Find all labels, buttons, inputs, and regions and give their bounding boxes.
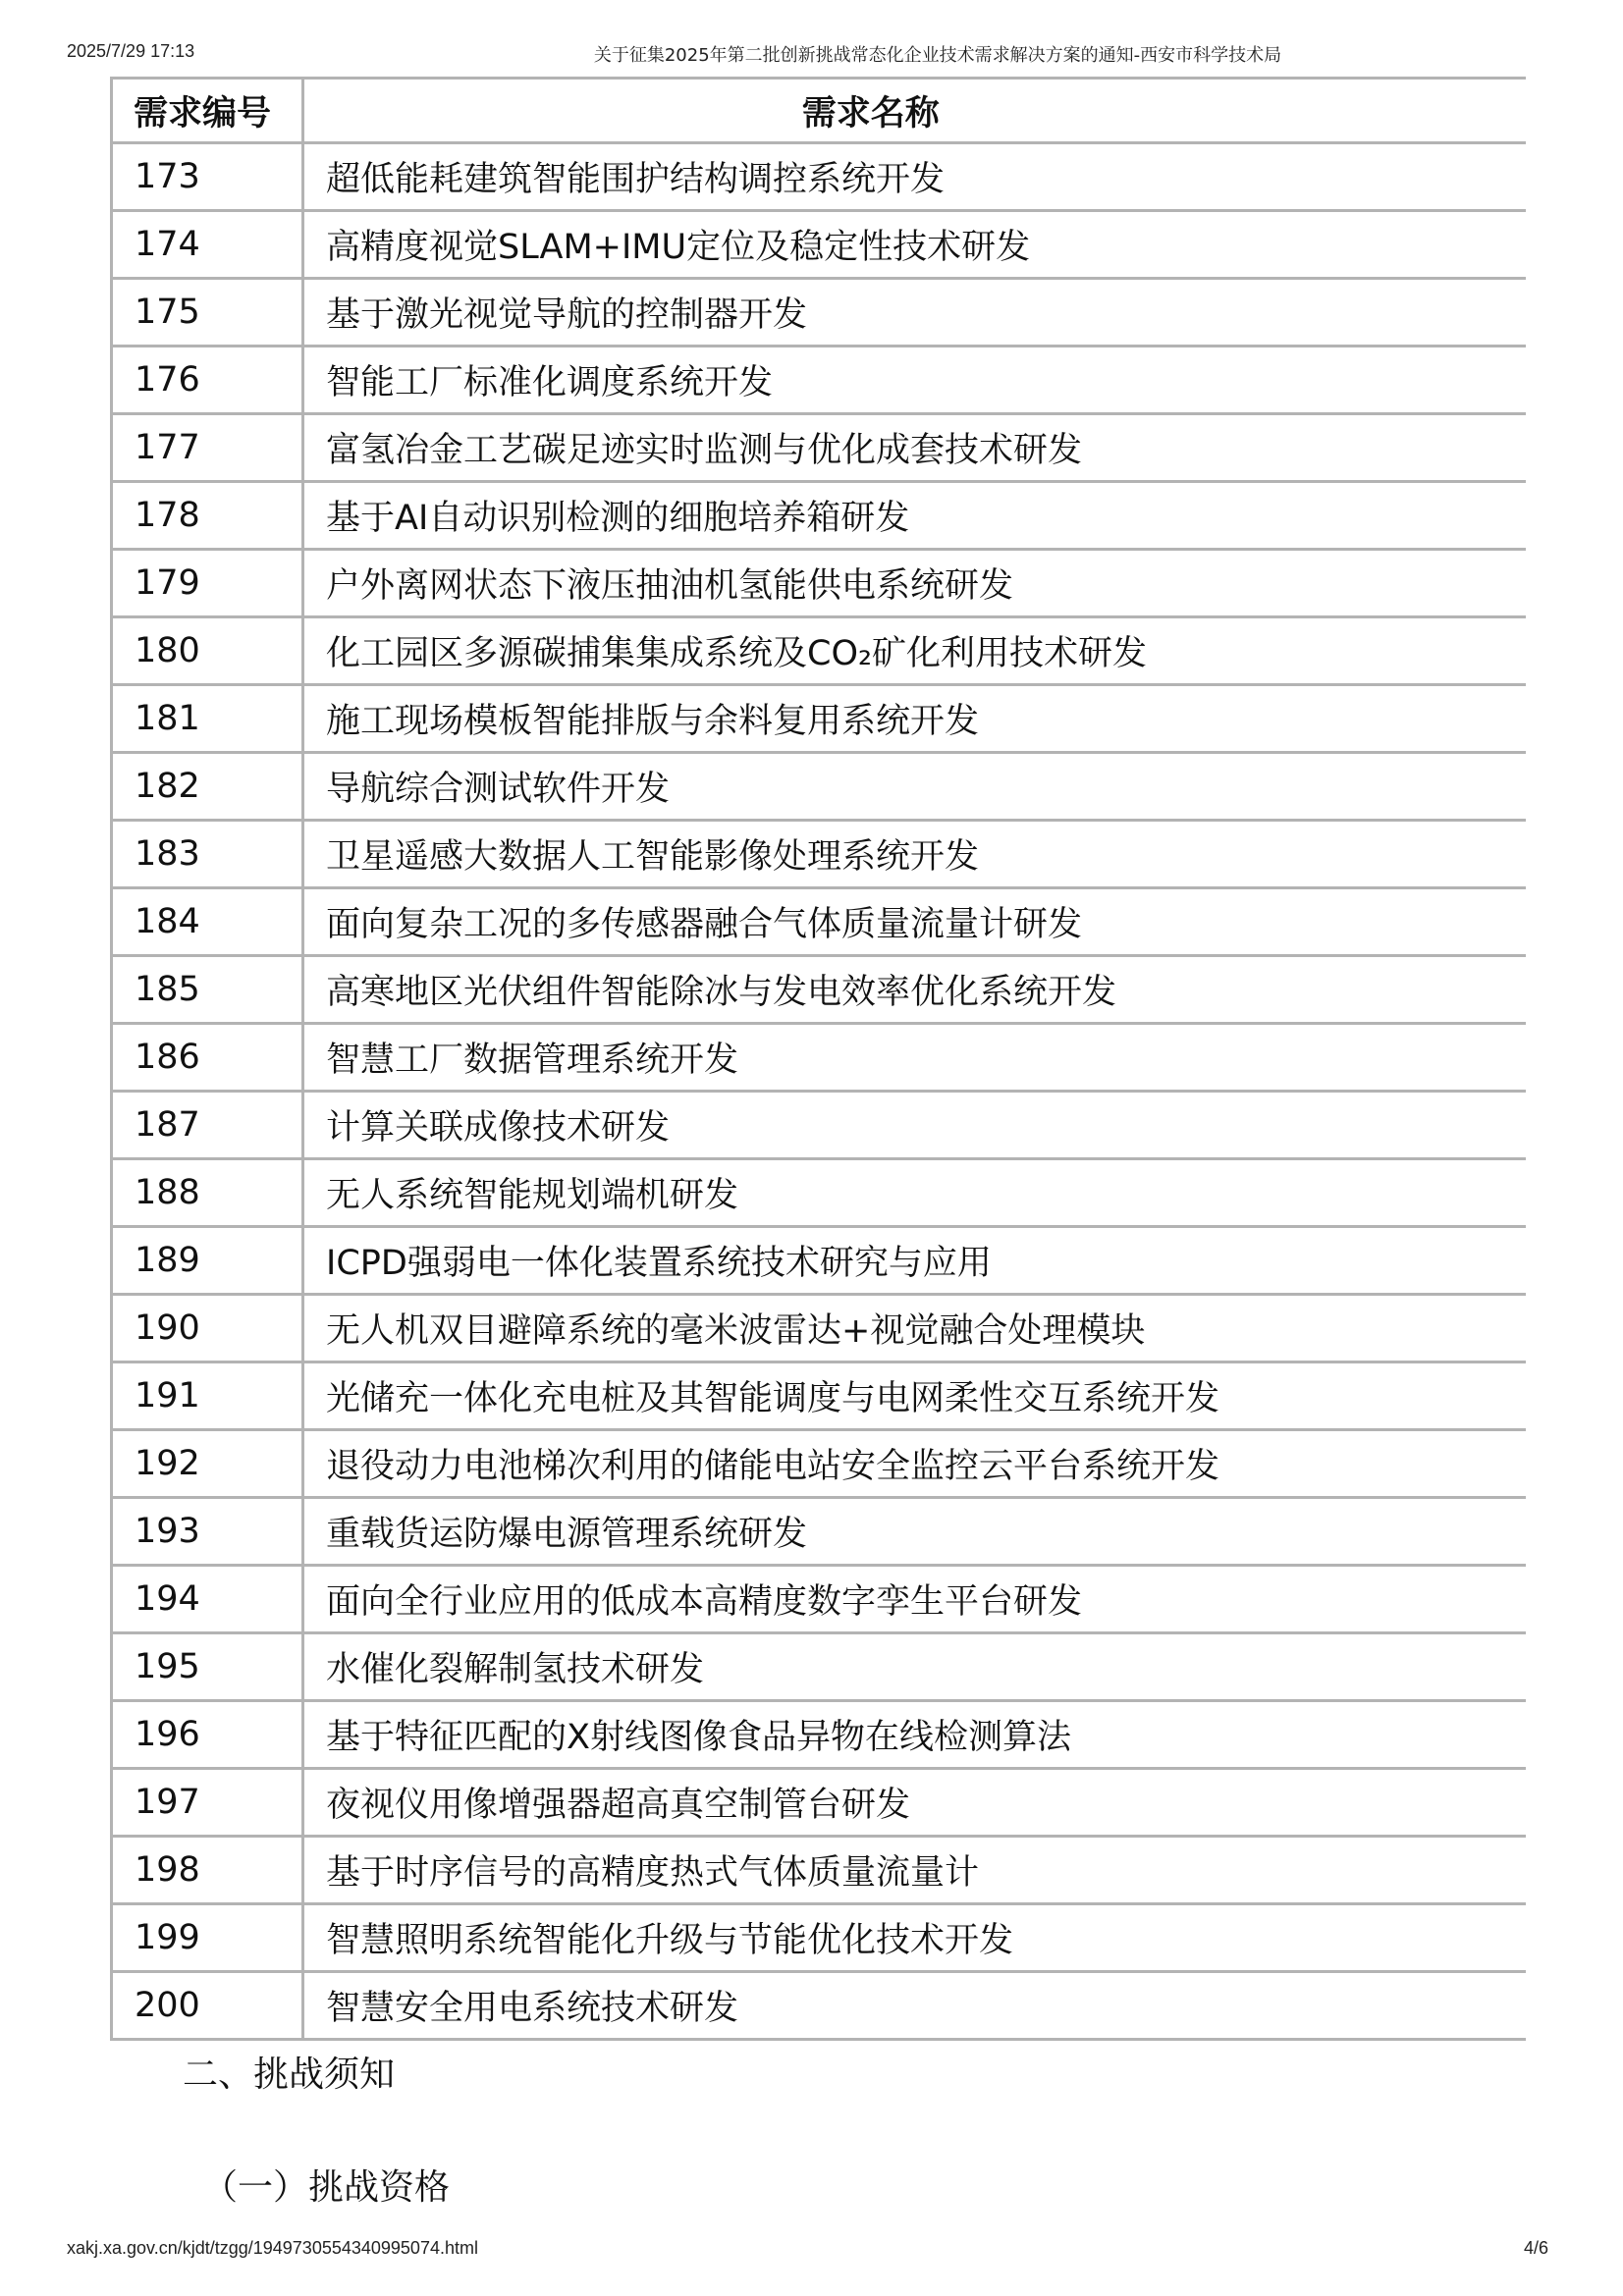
table-row: [112, 550, 1526, 617]
print-page-number: 4/6: [1524, 2238, 1549, 2258]
print-datetime: 2025/7/29 17:13: [67, 41, 195, 61]
table-row: [112, 888, 1526, 956]
requirement-id: 173: [112, 143, 303, 211]
requirement-id: 186: [112, 1024, 303, 1092]
table-row: [112, 956, 1526, 1024]
requirement-name: 水催化裂解制氢技术研发: [303, 1633, 1526, 1701]
table-row: [112, 279, 1526, 347]
table-row: [112, 482, 1526, 550]
requirement-id: 177: [112, 414, 303, 482]
requirement-id: 192: [112, 1430, 303, 1498]
requirement-name: ICPD强弱电一体化装置系统技术研究与应用: [303, 1227, 1526, 1295]
requirement-id: 191: [112, 1362, 303, 1430]
table-row: [112, 1837, 1526, 1904]
requirement-id: 183: [112, 821, 303, 888]
requirement-name: 导航综合测试软件开发: [303, 753, 1526, 821]
requirement-id: 176: [112, 347, 303, 414]
table-row: [112, 617, 1526, 685]
table-row: [112, 1092, 1526, 1159]
requirement-id: 190: [112, 1295, 303, 1362]
table-row: [112, 1904, 1526, 1972]
requirement-name: 面向复杂工况的多传感器融合气体质量流量计研发: [303, 888, 1526, 956]
requirement-name: 施工现场模板智能排版与余料复用系统开发: [303, 685, 1526, 753]
requirement-name: 高寒地区光伏组件智能除冰与发电效率优化系统开发: [303, 956, 1526, 1024]
requirement-id: 185: [112, 956, 303, 1024]
print-footer-url: xakj.xa.gov.cn/kjdt/tzgg/1949730554340995074.html: [67, 2238, 478, 2258]
requirements-table: [110, 77, 1526, 2041]
requirement-name: 基于特征匹配的X射线图像食品异物在线检测算法: [303, 1701, 1526, 1769]
requirement-name: 重载货运防爆电源管理系统研发: [303, 1498, 1526, 1566]
requirements-table-container: [110, 77, 1521, 2028]
table-row: [112, 1024, 1526, 1092]
requirement-id: 187: [112, 1092, 303, 1159]
print-page-title: 关于征集2025年第二批创新挑战常态化企业技术需求解决方案的通知-西安市科学技术局: [593, 45, 1282, 66]
table-row: [112, 143, 1526, 211]
table-row: [112, 1972, 1526, 2040]
requirement-name: 智慧安全用电系统技术研发: [303, 1972, 1526, 2040]
requirement-name: 化工园区多源碳捕集集成系统及CO₂矿化利用技术研发: [303, 617, 1526, 685]
requirement-id: 180: [112, 617, 303, 685]
requirement-id: 196: [112, 1701, 303, 1769]
requirement-id: 195: [112, 1633, 303, 1701]
column-header-id: 需求编号: [112, 79, 303, 143]
table-row: [112, 1769, 1526, 1837]
requirement-id: 181: [112, 685, 303, 753]
requirement-id: 174: [112, 211, 303, 279]
requirement-id: 182: [112, 753, 303, 821]
table-row: [112, 1295, 1526, 1362]
requirement-id: 194: [112, 1566, 303, 1633]
section-heading: 二、挑战须知: [183, 2055, 396, 2095]
requirement-name: 基于激光视觉导航的控制器开发: [303, 279, 1526, 347]
requirement-name: 退役动力电池梯次利用的储能电站安全监控云平台系统开发: [303, 1430, 1526, 1498]
table-header-row: [112, 79, 1526, 143]
requirement-name: 高精度视觉SLAM+IMU定位及稳定性技术研发: [303, 211, 1526, 279]
requirement-id: 198: [112, 1837, 303, 1904]
table-row: [112, 1362, 1526, 1430]
table-row: [112, 685, 1526, 753]
column-header-name: 需求名称: [303, 79, 1526, 143]
table-row: [112, 211, 1526, 279]
table-row: [112, 1498, 1526, 1566]
table-row: [112, 821, 1526, 888]
requirement-name: 智能工厂标准化调度系统开发: [303, 347, 1526, 414]
requirement-name: 光储充一体化充电桩及其智能调度与电网柔性交互系统开发: [303, 1362, 1526, 1430]
requirement-name: 夜视仪用像增强器超高真空制管台研发: [303, 1769, 1526, 1837]
table-row: [112, 414, 1526, 482]
table-row: [112, 1633, 1526, 1701]
requirement-id: 197: [112, 1769, 303, 1837]
section-subheading: （一）挑战资格: [202, 2167, 451, 2208]
requirement-id: 193: [112, 1498, 303, 1566]
requirement-name: 基于AI自动识别检测的细胞培养箱研发: [303, 482, 1526, 550]
requirement-name: 面向全行业应用的低成本高精度数字孪生平台研发: [303, 1566, 1526, 1633]
requirement-name: 无人系统智能规划端机研发: [303, 1159, 1526, 1227]
requirement-name: 卫星遥感大数据人工智能影像处理系统开发: [303, 821, 1526, 888]
table-row: [112, 1159, 1526, 1227]
requirement-name: 智慧工厂数据管理系统开发: [303, 1024, 1526, 1092]
requirement-name: 智慧照明系统智能化升级与节能优化技术开发: [303, 1904, 1526, 1972]
requirement-id: 179: [112, 550, 303, 617]
requirement-name: 无人机双目避障系统的毫米波雷达+视觉融合处理模块: [303, 1295, 1526, 1362]
table-row: [112, 1701, 1526, 1769]
table-row: [112, 753, 1526, 821]
requirement-id: 200: [112, 1972, 303, 2040]
table-row: [112, 1227, 1526, 1295]
requirement-name: 户外离网状态下液压抽油机氢能供电系统研发: [303, 550, 1526, 617]
requirement-name: 基于时序信号的高精度热式气体质量流量计: [303, 1837, 1526, 1904]
requirement-id: 178: [112, 482, 303, 550]
requirement-id: 199: [112, 1904, 303, 1972]
requirement-name: 计算关联成像技术研发: [303, 1092, 1526, 1159]
requirement-id: 188: [112, 1159, 303, 1227]
requirement-id: 175: [112, 279, 303, 347]
table-body: [112, 143, 1526, 2040]
table-row: [112, 1430, 1526, 1498]
requirement-name: 超低能耗建筑智能围护结构调控系统开发: [303, 143, 1526, 211]
table-row: [112, 1566, 1526, 1633]
requirement-id: 189: [112, 1227, 303, 1295]
requirement-id: 184: [112, 888, 303, 956]
table-row: [112, 347, 1526, 414]
requirement-name: 富氢冶金工艺碳足迹实时监测与优化成套技术研发: [303, 414, 1526, 482]
